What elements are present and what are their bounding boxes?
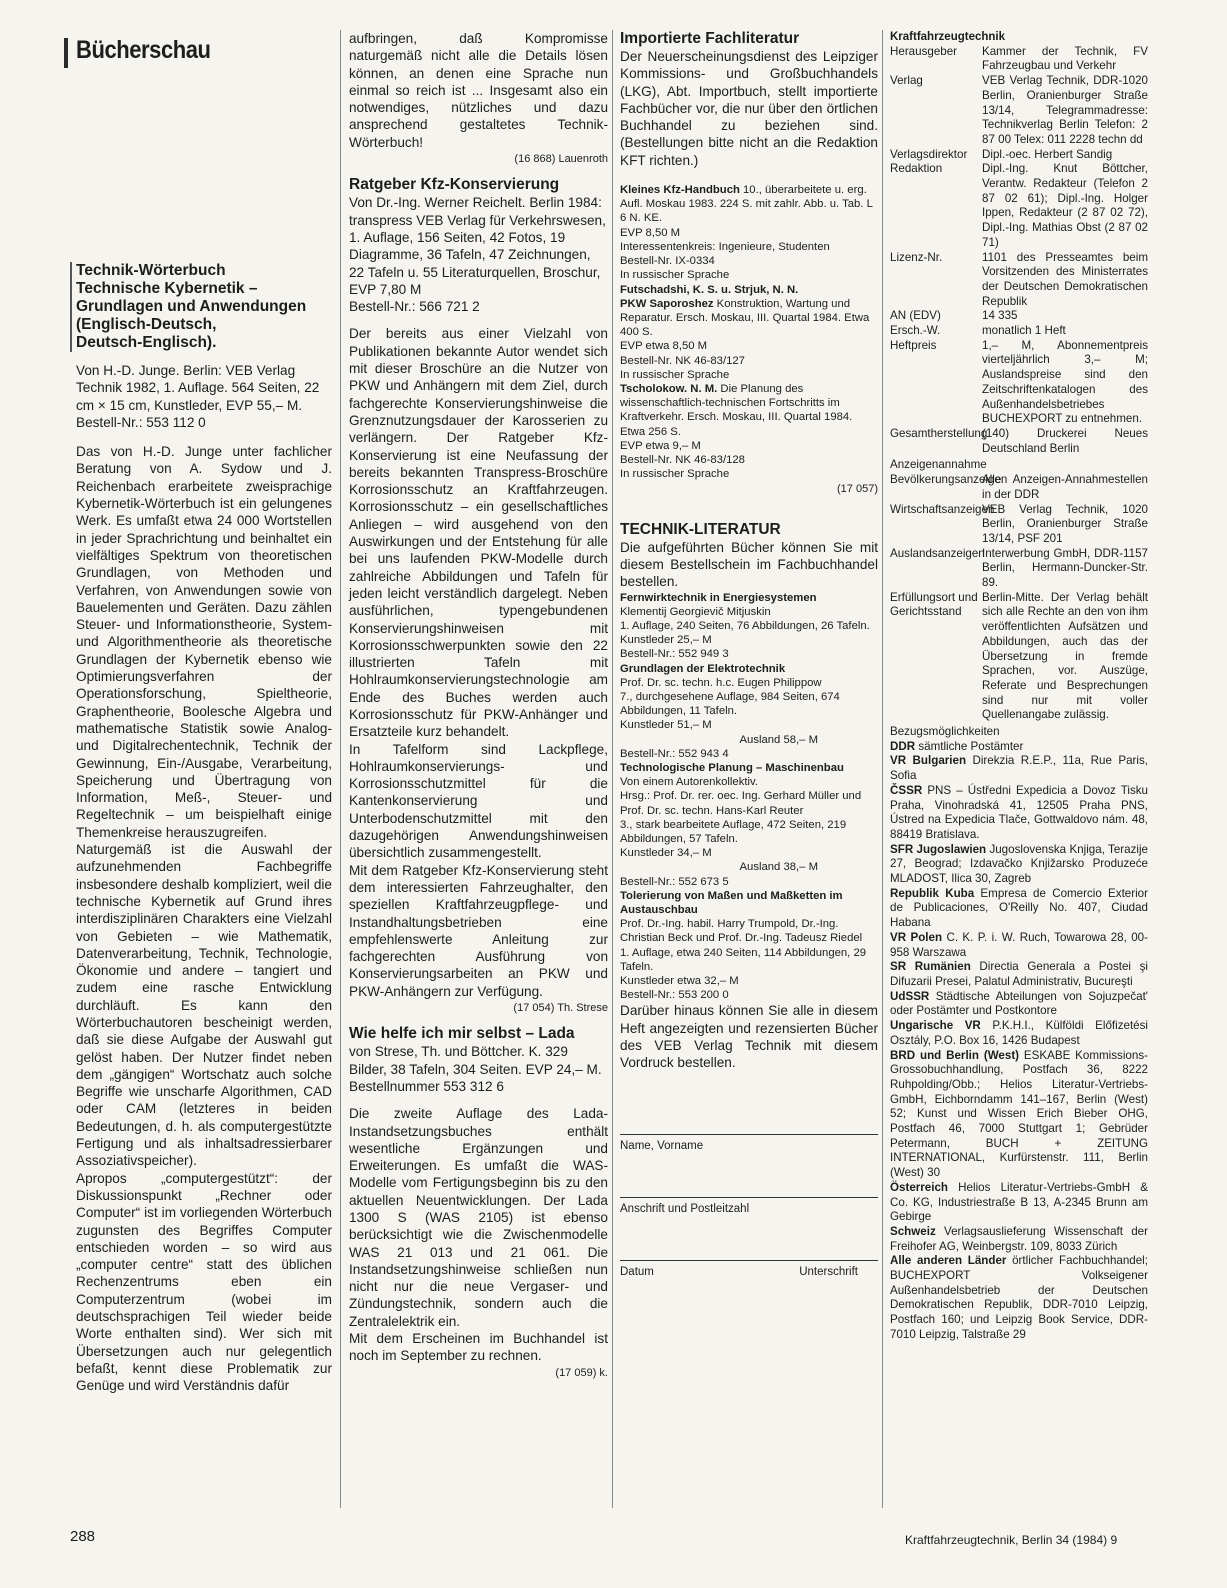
imprint-key: AN (EDV) — [890, 309, 941, 323]
section-intro: Die aufgeführten Bücher können Sie mit diesem Bestellschein im Fachbuchhandel bestellen. — [620, 539, 878, 590]
imprint-value: VEB Verlag Technik, DDR-1020 Berlin, Oranienburger Straße 13/14, Telegrammadresse: Technikverlag Berlin Telefon: 2 87 00 Telex: 011 2228 techn dd — [982, 74, 1148, 146]
book-title-line: Technik-Wörterbuch — [76, 262, 226, 279]
subscription-address: Städtische Abteilungen von Sojuzpečat' oder Postämter und Postkontore — [890, 989, 1148, 1018]
imprint-value: Kammer der Technik, FV Fahrzeugbau und Verkehr — [982, 44, 1148, 73]
imprint-row — [890, 324, 1148, 339]
order-number: Bestell-Nr.: 553 112 0 — [76, 414, 206, 430]
tech-book — [620, 591, 878, 662]
subscription-country: Österreich — [890, 1180, 948, 1194]
imprint-key: Wirtschaftsanzeigen — [890, 502, 995, 516]
book-title — [70, 262, 332, 352]
tech-book — [620, 662, 878, 761]
subscription-entry — [890, 1019, 1148, 1048]
page-number: 288 — [70, 1528, 96, 1545]
imprint-value: Dipl.-Ing. Knut Böttcher, Verantw. Redakteur (Telefon 2 87 02 61); Dipl.-Ing. Holger Ippen, Redakteur (2 87 02 72), Dipl.-Ing. Mathias Obst (2 87 02 71) — [982, 162, 1148, 249]
subscription-entry — [890, 960, 1148, 989]
tech-book-line: 1. Auflage, etwa 240 Seiten, 114 Abbildungen, 29 Tafeln. — [620, 946, 867, 973]
tech-book-line: Von einem Autorenkollektiv. — [620, 776, 758, 789]
subscription-country: Republik Kuba — [890, 886, 975, 900]
subscription-address: Jugoslovenska Knjiga, Terazije 27, Beograd; Izdavačko Knjižarsko Produzeće MLADOST, Ilica 30, Zagreb — [890, 842, 1148, 886]
import-book-details: Die Planung des wissenschaftlich-technischen Fortschritts im Kraftverkehr. Ersch. Moskau, III. Quartal 1984. Etwa 256 S. — [620, 382, 853, 438]
book-title-line: Deutsch-Englisch). — [76, 334, 217, 351]
subscription-address: ESKABE Kommissions-Grossobuchhandlung, Postfach 36, 8222 Ruhpolding/Obb.; Helios Literatur-Vertriebs-GmbH, Eichborndamm 141–167, Berlin (West) 52; Kunst und Wissen Erich Bieber OHG, Postfach 46, 7000 Stuttgart 1; Gebrüder Petermann, BUCH + ZEITUNG INTERNATIONAL, Kurfürstenstr. 111, Berlin (West) 30 — [890, 1048, 1148, 1180]
tech-book-line: Prof. Dr. sc. techn. h.c. Eugen Philippow — [620, 676, 822, 689]
subscription-entry — [890, 990, 1148, 1019]
import-book-title: Tscholokow. N. M. — [620, 382, 718, 395]
subscription-entry — [890, 1049, 1148, 1181]
review-source: (17 057) — [837, 483, 878, 496]
review-paragraph: Das von H.-D. Junge unter fachlicher Beratung von A. Sydow und J. Reichenbach erarbeitete zweisprachige Kybernetik-Wörterbuch ist ein gelungenes Werk. Es umfaßt etwa 24 000 Wortstellen in jeder Sprachrichtung und beinhaltet ein vielfältiges Spektrum von theoretischen Grundlagen, von Methoden und Verfahren, von Anwendungen sowie von Bauelementen und Geräten. Dazu zählen Steuer- und Informationstheorie, System- und Algorithmentheorie als theoretische Grundlagen der Kybernetik ebenso wie Optimierungsverfahren der Operationsforschung, Spieltheorie, Graphentheorie, Boolesche Algebra und mathematische Statistik sowie Analog- und Digitalrechentechnik, Technik der Gewinnung, Ein-/Ausgabe, Verarbeitung, Speicherung und Übertragung von Information, Meß-, Steuer- und Regeltechnik – um beispielhaft einige Themenkreise herauszugreifen. — [76, 444, 332, 840]
imprint-value: monatlich 1 Heft — [982, 324, 1066, 338]
book-title: Ratgeber Kfz-Konservierung — [349, 176, 560, 194]
column-3 — [620, 30, 878, 1282]
import-book-line: Bestell-Nr. IX-0334 — [620, 255, 715, 268]
imprint-row — [890, 251, 1148, 310]
book-title: Wie helfe ich mir selbst – Lada — [349, 1025, 575, 1043]
subscription-country: UdSSR — [890, 989, 930, 1003]
section-title: Importierte Fachliteratur — [620, 30, 800, 47]
imprint-key: Lizenz-Nr. — [890, 250, 943, 264]
subscription-address: Empresa de Comercio Exterior de Publicaciones, O'Reilly No. 407, Ciudad Habana — [890, 886, 1148, 930]
subscription-country: ČSSR — [890, 783, 923, 797]
subscription-list — [890, 740, 1148, 1343]
review-paragraph: Der bereits aus einer Vielzahl von Publikationen bekannte Autor wendet sich mit dieser Broschüre an die Nutzer von PKW und Anhängern mit dem Ziel, durch fachgerechte Konservierungshinweise die Grenznutzungsdauer der Karosserien zu verlängern. Der Ratgeber Kfz-Konservierung ist eine Neufassung der bereits bekannten Transpress-Broschüre Korrosionsschutz an Kraftfahrzeugen. Korrosionsschutz – ein gesellschaftliches Anliegen – wird ausgehend von den Auswirkungen und der Entstehung für alle bei uns laufenden PKW-Modelle durch zahlreiche Abbildungen und Tafeln für jeden leicht verständlich dargelegt. Neben ausführlichen, typengebundenen Konservierungshinweisen mit Korrosionsschwerpunkten sowie den 22 illustrierten Tafeln mit Hohlraumkonservierungstechnologie am Ende des Buches werden auch Korrosionsschutz für PKW-Anhänger und Ersatzteile kurz behandelt. — [349, 326, 608, 740]
subscription-country: SFR Jugoslawien — [890, 842, 987, 856]
tech-book-line: Kunstleder 34,– M — [620, 847, 712, 860]
import-book-title: PKW Saporoshez — [620, 297, 714, 310]
ads-rows — [890, 473, 1148, 723]
imprint-value: Alle Anzeigen-Annahmestellen in der DDR — [982, 473, 1148, 501]
import-book-line: In russischer Sprache — [620, 468, 730, 481]
subscription-country: VR Polen — [890, 930, 943, 944]
subscription-entry — [890, 784, 1148, 843]
date-signature-line[interactable] — [620, 1238, 878, 1261]
subscription-address: sämtliche Postämter — [915, 739, 1024, 753]
subscription-country: SR Rumänien — [890, 960, 971, 974]
imprint-value: Interwerbung GmbH, DDR-1157 Berlin, Hermann-Duncker-Str. 89. — [982, 546, 1148, 590]
subscription-entry — [890, 740, 1148, 755]
imprint-row — [890, 503, 1148, 547]
section-title: TECHNIK-LITERATUR — [620, 520, 781, 538]
imprint-key: Bevölkerungsanzeigen — [890, 473, 1008, 487]
review-source: (17 059) k. — [555, 1366, 608, 1379]
biblio-text: Von H.-D. Junge. Berlin: VEB Verlag Technik 1982, 1. Auflage. 564 Seiten, 22 cm × 15 cm, Kunstleder, EVP 55,– M. — [76, 363, 320, 413]
subscription-country: Ungarische VR — [890, 1019, 981, 1033]
imprint-row — [890, 309, 1148, 324]
imprint-row — [890, 547, 1148, 591]
tech-book-line: Prof. Dr.-Ing. habil. Harry Trumpold, Dr.-Ing. Christian Beck und Prof. Dr.-Ing. Tadeusz Riedel — [620, 918, 863, 945]
subscription-address: Helios Literatur-Vertriebs-GmbH & Co. KG, Industriestraße B 13, A-2345 Brunn am Gebirge — [890, 1180, 1148, 1224]
review-paragraph: Apropos „computergestützt“: der Diskussionspunkt „Rechner oder Computer“ ist im vorliegenden Wörterbuch zugunsten des Begriffes Computer entschieden worden – so wird aus „computer centre“ statt des üblichen Rechenzentrums eben ein Computerzentrum (wobei im deutschsprachigen Teil wieder beide Worte enthalten sind). Wer sich mit Übersetzungen auch nur gelegentlich befaßt, kennt diese Problematik zur Genüge und wird Verständnis dafür — [76, 1170, 332, 1394]
tech-book-order: Bestell-Nr.: 552 943 4 — [620, 747, 729, 760]
imprint-value: 1101 des Presseamtes beim Vorsitzenden des Ministerrates der Deutschen Demokratischen Republik — [982, 250, 1148, 308]
subscription-country: DDR — [890, 739, 916, 753]
imprint-row — [890, 339, 1148, 427]
column-2 — [349, 30, 608, 1382]
tech-book-line: 1. Auflage, 240 Seiten, 76 Abbildungen, 26 Tafeln. — [620, 619, 870, 632]
book-title-line: Grundlagen und Anwendungen — [76, 298, 307, 315]
review-paragraph: Naturgemäß ist die Auswahl der aufzunehmenden Fachbegriffe insbesondere deshalb kompliziert, weil die technische Kybernetik auf Grund ihres interdisziplinären Charakters eine Vielzahl von Gebieten – wie Mathematik, Datenverarbeitung, Technik, Technologie, Ökonomie und andere – tangiert und zudem eine rasche Entwicklung durchläuft. Es kann den Wörterbuchautoren bescheinigt werden, daß sie diese Aufgabe der Auswahl gut gelöst haben. Der Nutzer findet neben dem „gängigen“ Wortschatz auch solche Begriffe wie unscharfe Algorithmen, CAD oder CAM (letzteres in beiden Bedeutungen, d. h. als computergestützte Fertigung und als inhaltsadressierbarer Assoziativspeicher). — [76, 842, 332, 1169]
import-book — [620, 183, 878, 282]
import-book-line: In russischer Sprache — [620, 368, 730, 381]
signature-field-label: Unterschrift — [799, 1266, 858, 1279]
tech-book-title: Tolerierung von Maßen und Maßketten im Austauschbau — [620, 889, 843, 916]
tech-book-line: Bestell-Nr.: 553 200 0 — [620, 989, 729, 1002]
review-paragraph: Mit dem Ratgeber Kfz-Konservierung steht dem interessierten Fahrzeughalter, den speziellen Kraftfahrzeugpflege- und Instandhaltungsbetrieben eine empfehlenswerte Anleitung zur fachgerechten Ausführung von Konservierungsarbeiten an PKW und PKW-Anhängern zur Verfügung. — [349, 862, 608, 999]
subscription-address: PNS – Ústředni Expedicia a Dovoz Tisku Praha, Vinohradská 41, 12505 Praha PNS, Ústred na Expedicia Tlače, Gottwaldovo nám. 48, 88419 Bratislava. — [890, 783, 1148, 841]
import-book-line: EVP etwa 9,– M — [620, 439, 701, 452]
subscription-address: Verlagsauslieferung Wissenschaft der Freihofer AG, Weinbergstr. 109, 8033 Zürich — [890, 1224, 1148, 1253]
tech-book-price-abroad: Ausland 38,– M — [739, 861, 818, 874]
order-number: Bestell-Nr.: 566 721 2 — [349, 299, 480, 315]
tech-book-order: Bestell-Nr.: 552 673 5 — [620, 875, 729, 888]
subscription-entry — [890, 754, 1148, 783]
review-paragraph: In Tafelform sind Lackpflege, Hohlraumkonservierungs- und Korrosionsschutzmittel für die Kantenkonservierung und Unterbodenschutzmittel mit den dazugehörigen Anwendungshinweisen übersichtlich zusammengestellt. — [349, 741, 608, 861]
imprint-value: Dipl.-oec. Herbert Sandig — [982, 147, 1113, 161]
tech-book-line: Bestell-Nr.: 552 949 3 — [620, 648, 729, 661]
subscription-heading: Bezugsmöglichkeiten — [890, 725, 1000, 739]
subscription-entry — [890, 931, 1148, 960]
imprint-row — [890, 473, 1148, 502]
subscription-address: C. K. P. i. W. Ruch, Towarowa 28, 00-958 Warszawa — [890, 930, 1148, 959]
import-book-line: EVP 8,50 M — [620, 226, 681, 239]
imprint-value: 1,– M, Abonnementpreis vierteljährlich 3,– M; Auslandspreise sind den Zeitschriftenkatalogen des Außenhandelsbetriebes BUCHEXPORT zu entnehmen. — [982, 338, 1148, 426]
book-title-line: Technische Kybernetik – — [76, 280, 258, 297]
import-book-line: Interessentenkreis: Ingenieure, Studenten — [620, 240, 830, 253]
tech-book-line: Kunstleder 25,– M — [620, 634, 712, 647]
import-book — [620, 382, 878, 481]
tech-book-price-abroad: Ausland 58,– M — [739, 733, 818, 746]
import-book-details: 10., überarbeitete u. erg. Aufl. Moskau 1983. 224 S. mit zahlr. Abb. u. Tab. L 6 N. KE. — [620, 184, 873, 225]
imprint-key: Verlag — [890, 74, 923, 88]
imprint-value: Berlin-Mitte. Der Verlag behält sich alle Rechte an den von ihm veröffentlichten Aufsätzen und Abbildungen, auch das der Übersetzung in fremde Sprachen, vor. Auszüge, Referate und Besprechungen sind nur mit voller Quellenangabe zulässig. — [982, 590, 1148, 722]
subscription-entry — [890, 1225, 1148, 1254]
imprint-row — [890, 148, 1148, 163]
subscription-entry — [890, 1181, 1148, 1225]
imprint-value: (140) Druckerei Neues Deutschland Berlin — [982, 426, 1148, 455]
tech-book-line: Kunstleder etwa 32,– M — [620, 975, 739, 988]
imprint-rows — [890, 45, 1148, 457]
title-accent-bar — [64, 38, 68, 68]
import-book-title: Kleines Kfz-Handbuch — [620, 184, 740, 197]
ads-heading: Anzeigenannahme — [890, 458, 987, 472]
import-book-line: Bestell-Nr. NK 46-83/127 — [620, 354, 745, 367]
order-number: Bestellnummer 553 312 6 — [349, 1078, 504, 1094]
subscription-address: Direkzia R.E.P., 11a, Rue Paris, Sofia — [890, 754, 1148, 783]
import-book — [620, 283, 878, 382]
imprint-value: 14 335 — [982, 309, 1018, 323]
tech-book — [620, 761, 878, 889]
date-field-label: Datum — [620, 1266, 654, 1279]
review-paragraph: Mit dem Erscheinen im Buchhandel ist noch im September zu rechnen. — [349, 1331, 608, 1364]
review-source: (17 054) Th. Strese — [513, 1002, 608, 1015]
address-input-line[interactable] — [620, 1175, 878, 1198]
imprint-key: Gesamtherstellung — [890, 426, 988, 440]
import-book-line: In russischer Sprache — [620, 269, 730, 282]
journal-footer: Kraftfahrzeugtechnik, Berlin 34 (1984) 9 — [905, 1533, 1118, 1547]
imprint-key: Heftpreis — [890, 338, 937, 352]
date-signature-labels — [620, 1264, 878, 1281]
review-source: (16 868) Lauenroth — [514, 153, 608, 166]
subscription-entry — [890, 1254, 1148, 1342]
subscription-country: Alle anderen Länder — [890, 1254, 1007, 1268]
subscription-country: BRD und Berlin (West) — [890, 1048, 1020, 1062]
subscription-address: örtlicher Fachbuchhandel; BUCHEXPORT Volkseigener Außenhandelsbetrieb der Deutschen Demokratischen Republik, DDR-7010 Leipzig, Postfach 160; und Leipzig Book Service, DDR-7010 Leipzig, Talstraße 29 — [890, 1254, 1148, 1341]
tech-book — [620, 889, 878, 1003]
imprint-key: Herausgeber — [890, 44, 958, 58]
column-4-imprint — [890, 30, 1148, 1343]
tech-book-line: Kunstleder 51,– M — [620, 719, 712, 732]
imprint-key: Auslandsanzeigen — [890, 546, 985, 560]
book-title-line: (Englisch-Deutsch, — [76, 316, 217, 333]
import-book-line: Bestell-Nr. NK 46-83/128 — [620, 453, 745, 466]
imprint-key: Verlagsdirektor — [890, 147, 968, 161]
tech-book-title: Fernwirktechnik in Energiesystemen — [620, 591, 817, 604]
tech-book-title: Grundlagen der Elektrotechnik — [620, 662, 786, 675]
address-field-label: Anschrift und Postleitzahl — [620, 1202, 750, 1215]
section-intro: Der Neuerscheinungsdienst des Leipziger Kommissions- und Großbuchhandels (LKG), Abt. Importbuch, stellt importierte Fachbücher vor, die nur über den örtlichen Buchhandel zu beziehen sind. (Bestellungen bitte nicht an die Redaktion KFT richten.) — [620, 49, 878, 168]
imprint-value: VEB Verlag Technik, 1020 Berlin, Oranienburger Straße 13/14, PSF 201 — [982, 502, 1148, 545]
import-book-line: EVP etwa 8,50 M — [620, 340, 708, 353]
tech-book-line: 7., durchgesehene Auflage, 984 Seiten, 674 Abbildungen, 11 Tafeln. — [620, 690, 840, 718]
imprint-row — [890, 427, 1148, 456]
review-paragraph: aufbringen, daß Kompromisse naturgemäß nicht alle die Details lösen können, an denen eine Sprache nun einmal so reich ist ... Insgesamt also ein notwendiges, nützliches und dazu ansprechend gestaltetes Technik-Wörterbuch! — [349, 31, 608, 150]
subscription-address: Directia Generala a Postei şi Difuzarii Presei, Palatul Administrativ, Bucureşti — [890, 960, 1148, 988]
imprint-row — [890, 45, 1148, 74]
imprint-heading: Kraftfahrzeugtechnik — [890, 31, 1006, 43]
name-input-line[interactable] — [620, 1112, 878, 1135]
import-book-author: Futschadshi, K. S. u. Strjuk, N. N. — [620, 283, 799, 296]
biblio-text: Von Dr.-Ing. Werner Reichelt. Berlin 1984: transpress VEB Verlag für Verkehrswesen, 1. Auflage, 156 Seiten, 42 Fotos, 19 Diagramme, 36 Tafeln, 47 Zeichnungen, 22 Tafeln u. 55 Literaturquellen, Broschur, EVP 7,80 M — [349, 195, 606, 297]
tech-book-line: Hrsg.: Prof. Dr. rer. oec. Ing. Gerhard Müller und Prof. Dr. sc. techn. Hans-Karl Reuter — [620, 790, 862, 817]
tech-book-line: 3., stark bearbeitete Auflage, 472 Seiten, 219 Abbildungen, 57 Tafeln. — [620, 818, 847, 845]
imprint-key: Erfüllungsort und Gerichtsstand — [890, 590, 978, 619]
subscription-entry — [890, 843, 1148, 887]
name-field-label: Name, Vorname — [620, 1139, 704, 1152]
column-1 — [76, 262, 332, 1395]
imprint-key: Ersch.-W. — [890, 324, 941, 338]
subscription-address: P.K.H.I., Külföldi Előfizetési Osztály, P.O. Box 16, 1426 Budapest — [890, 1019, 1148, 1047]
tech-book-line: Klementij Georgievič Mitjuskin — [620, 605, 771, 618]
page-title: Bücherschau — [76, 36, 211, 64]
imprint-row — [890, 162, 1148, 250]
biblio-text: von Strese, Th. und Böttcher. K. 329 Bilder, 38 Tafeln, 304 Seiten. EVP 24,– M. — [349, 1044, 602, 1077]
subscription-entry — [890, 887, 1148, 931]
order-form-note: Darüber hinaus können Sie alle in diesem Heft angezeigten und rezensierten Bücher des VEB Verlag Technik mit diesem Vordruck bestellen. — [620, 1003, 878, 1071]
subscription-country: Schweiz — [890, 1224, 936, 1238]
review-paragraph: Die zweite Auflage des Lada-Instandsetzungsbuches enthält wesentliche Ergänzungen und Erweiterungen. Es umfaßt die WAS-Modelle vom Fertigungsbeginn bis zu den aktuellen Neuentwicklungen. Der Lada 1300 S (WAS 2105) ist ebenso berücksichtigt wie die Zwischenmodelle WAS 21 013 und 21 061. Die Instandsetzungshinweise schließen nun nicht nur die neue Vergaser- und Zündungstechnik, sondern auch die Zentralelektrik ein. — [349, 1106, 608, 1329]
imprint-row — [890, 74, 1148, 148]
book-biblio — [76, 362, 332, 431]
imprint-key: Redaktion — [890, 162, 943, 176]
subscription-country: VR Bulgarien — [890, 754, 967, 768]
import-book-details: Konstruktion, Wartung und Reparatur. Ersch. Moskau, III. Quartal 1984. Etwa 400 S. — [620, 297, 870, 339]
tech-book-title: Technologische Planung – Maschinenbau — [620, 761, 844, 774]
imprint-row — [890, 591, 1148, 723]
